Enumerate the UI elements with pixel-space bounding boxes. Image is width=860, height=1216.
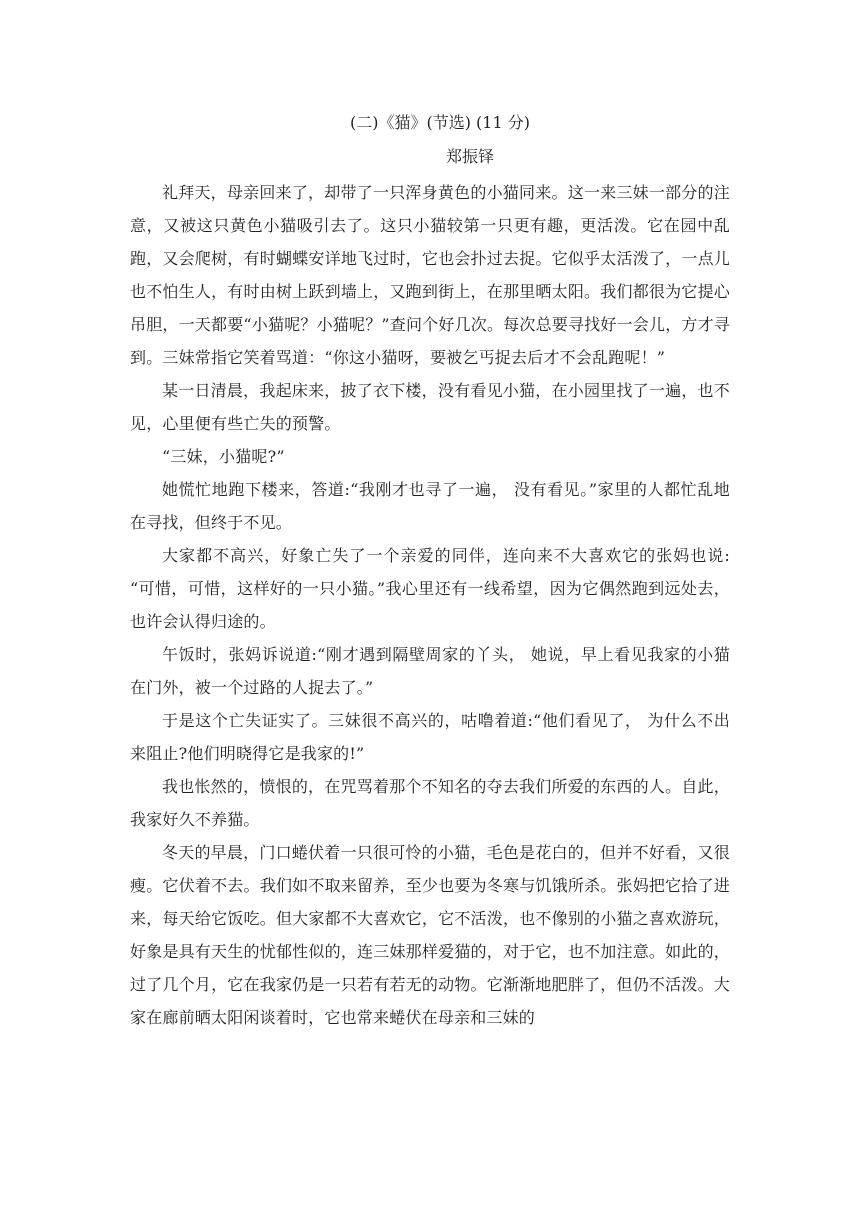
paragraph: 于是这个亡失证实了。三妹很不高兴的，咕噜着道:“他们看见了， 为什么不出来阻止?他们明晓得它是我家的!” xyxy=(130,711,730,763)
paragraph: 冬天的早晨，门口蜷伏着一只很可怜的小猫，毛色是花白的，但并不好看，又很瘦。它伏着不去。我们如不取来留养，至少也要为冬寒与饥饿所杀。张妈把它拾了进来，每天给它饭吃。但大家都不大喜欢它，它不活泼，也不像别的小猫之喜欢游玩，好象是具有天生的忧郁性似的，连三妹那样爱猫的，对于它，也不加注意。如此的，过了几个月，它在我家仍是一只若有若无的动物。它渐渐地肥胖了，但仍不活泼。大家在廊前晒太阳闲谈着时，它也常来蜷伏在母亲和三妹的 xyxy=(130,843,730,1027)
document-page xyxy=(130,110,730,1034)
paragraph: 午饭时，张妈诉说道:“刚才遇到隔壁周家的丫头， 她说，早上看见我家的小猫在门外，被一个过路的人捉去了。” xyxy=(130,645,730,697)
paragraph: 我也怅然的，愤恨的，在咒骂着那个不知名的夺去我们所爱的东西的人。自此，我家好久不养猫。 xyxy=(130,777,730,829)
paragraph: 礼拜天，母亲回来了，却带了一只浑身黄色的小猫同来。这一来三妹一部分的注意，又被这只黄色小猫吸引去了。这只小猫较第一只更有趣，更活泼。它在园中乱跑，又会爬树，有时蝴蝶安详地飞过时，它也会扑过去捉。它似乎太活泼了，一点儿也不怕生人，有时由树上跃到墙上，又跑到街上，在那里晒太阳。我们都很为它提心吊胆，一天都要“小猫呢？小猫呢？”查问个好几次。每次总要寻找好一会儿，方才寻到。三妹常指它笑着骂道：“你这小猫呀，要被乞丐捉去后才不会乱跑呢！” xyxy=(130,183,730,367)
paragraph: 她慌忙地跑下楼来，答道:“我刚才也寻了一遍， 没有看见。”家里的人都忙乱地在寻找，但终于不见。 xyxy=(130,480,730,532)
document-title: (二)《猫》(节选) (11 分) xyxy=(350,113,530,132)
paragraph: “三妹，小猫呢?” xyxy=(162,447,285,466)
author-name: 郑振铎 xyxy=(445,147,494,166)
paragraph: 某一日清晨，我起床来，披了衣下楼，没有看见小猫，在小园里找了一遍，也不见，心里便有些亡失的预警。 xyxy=(130,381,730,433)
paragraph: 大家都不高兴，好象亡失了一个亲爱的同伴，连向来不大喜欢它的张妈也说: “可惜，可惜，这样好的一只小猫。”我心里还有一线希望，因为它偶然跑到远处去，也许会认得归途的。 xyxy=(130,546,730,631)
